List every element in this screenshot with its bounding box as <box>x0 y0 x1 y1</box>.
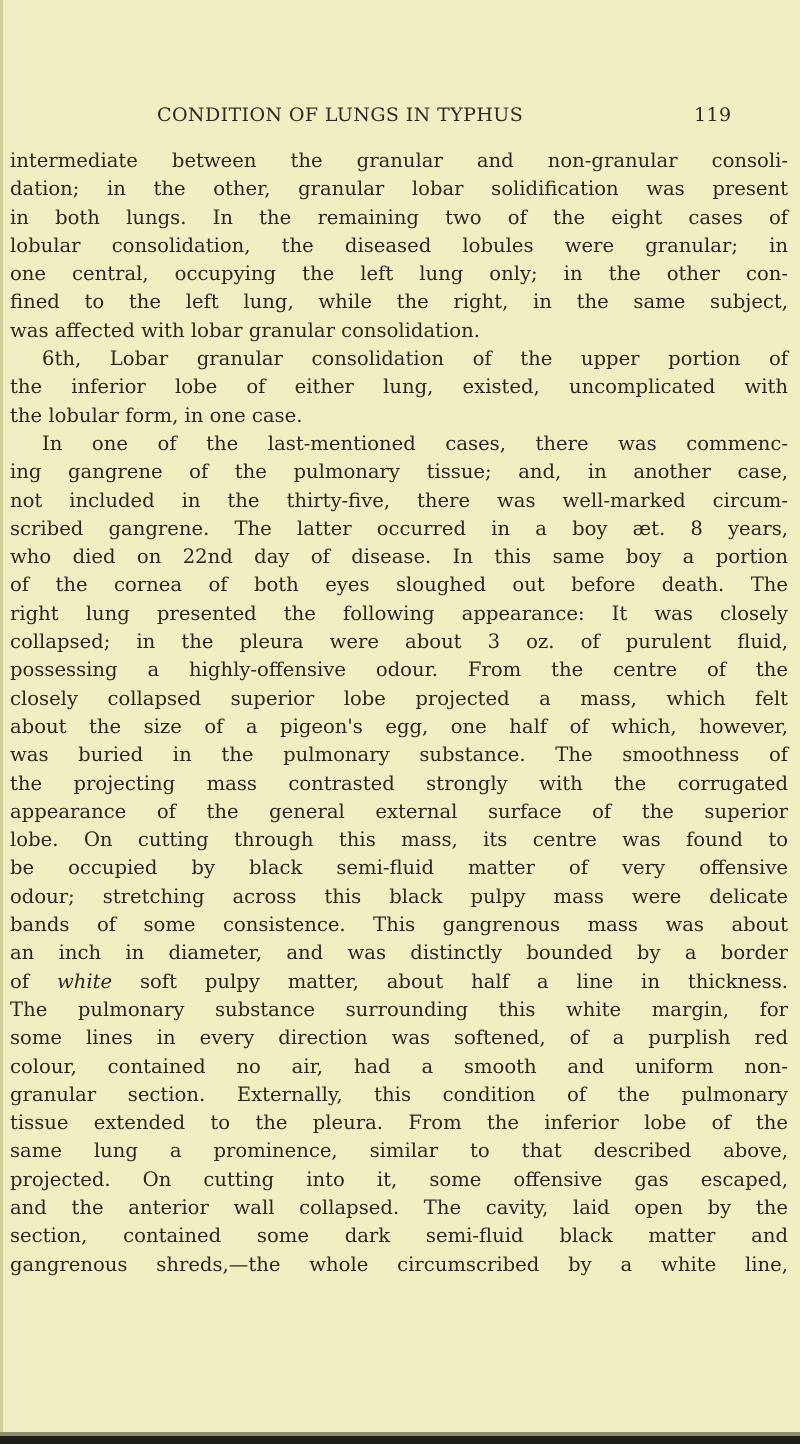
text-line: projected. On cutting into it, some offensive gas escaped, <box>10 1167 788 1191</box>
text-line: bands of some consistence. This gangrenous mass was about <box>10 913 788 937</box>
text-line: the inferior lobe of either lung, existed, uncomplicated with <box>10 375 788 399</box>
text-line: was buried in the pulmonary substance. The smoothness of <box>10 743 788 767</box>
text-line: who died on 22nd day of disease. In this same boy a portion <box>10 545 788 569</box>
text-line: ing gangrene of the pulmonary tissue; and, in another case, <box>10 460 788 484</box>
text-segment: of <box>10 969 57 993</box>
page-edge <box>0 0 3 1444</box>
text-line: not included in the thirty-five, there was well-marked circum- <box>10 488 788 512</box>
text-line: granular section. Externally, this condition of the pulmonary <box>10 1082 788 1106</box>
text-line: odour; stretching across this black pulpy mass were delicate <box>10 884 788 908</box>
body-text <box>10 147 788 1279</box>
text-line: tissue extended to the pleura. From the inferior lobe of the <box>10 1111 788 1135</box>
text-line: of the cornea of both eyes sloughed out before death. The <box>10 573 788 597</box>
text-line: dation; in the other, granular lobar solidification was present <box>10 177 788 201</box>
text-line: gangrenous shreds,—the whole circumscribed by a white line, <box>10 1252 788 1276</box>
text-line: collapsed; in the pleura were about 3 oz. of purulent fluid, <box>10 630 788 654</box>
text-line: colour, contained no air, had a smooth and uniform non- <box>10 1054 788 1078</box>
text-line: the lobular form, in one case. <box>10 403 303 427</box>
text-line: intermediate between the granular and non-granular consoli- <box>10 149 788 172</box>
text-line: possessing a highly-offensive odour. From the centre of the <box>10 658 788 682</box>
text-line: the projecting mass contrasted strongly with the corrugated <box>10 771 788 795</box>
text-line: some lines in every direction was softened, of a purplish red <box>10 1026 788 1050</box>
text-line: one central, occupying the left lung only; in the other con- <box>10 262 788 286</box>
text-line: 6th, Lobar granular consolidation of the upper portion of <box>42 347 788 371</box>
italic-word: white <box>56 969 113 993</box>
text-line: same lung a prominence, similar to that described above, <box>10 1139 788 1163</box>
text-line <box>10 968 788 996</box>
text-line: right lung presented the following appearance: It was closely <box>10 601 788 625</box>
text-line: scribed gangrene. The latter occurred in a boy æt. 8 years, <box>10 516 788 540</box>
text-line: was affected with lobar granular consolidation. <box>10 318 480 342</box>
text-line: fined to the left lung, while the right, in the same subject, <box>10 290 788 314</box>
text-line: The pulmonary substance surrounding this white margin, for <box>10 997 788 1021</box>
scan-bottom-edge <box>0 1436 800 1444</box>
text-line: lobular consolidation, the diseased lobules were granular; in <box>10 233 788 257</box>
text-line: and the anterior wall collapsed. The cavity, laid open by the <box>10 1195 788 1219</box>
text-line: in both lungs. In the remaining two of the eight cases of <box>10 205 788 229</box>
text-line: section, contained some dark semi-fluid black matter and <box>10 1224 788 1248</box>
text-line: In one of the last-mentioned cases, there was commenc- <box>42 431 788 455</box>
text-line: appearance of the general external surface of the superior <box>10 799 788 823</box>
text-line: lobe. On cutting through this mass, its centre was found to <box>10 828 788 852</box>
text-line: be occupied by black semi-fluid matter of very offensive <box>10 856 788 880</box>
text-line: about the size of a pigeon's egg, one half of which, however, <box>10 714 788 738</box>
text-segment: soft pulpy matter, about half a line in thickness. <box>112 969 788 993</box>
text-line: closely collapsed superior lobe projected a mass, which felt <box>10 686 788 710</box>
page-number: 119 <box>694 104 732 126</box>
running-head-title: CONDITION OF LUNGS IN TYPHUS <box>157 104 524 126</box>
text-line: an inch in diameter, and was distinctly bounded by a border <box>10 941 788 965</box>
